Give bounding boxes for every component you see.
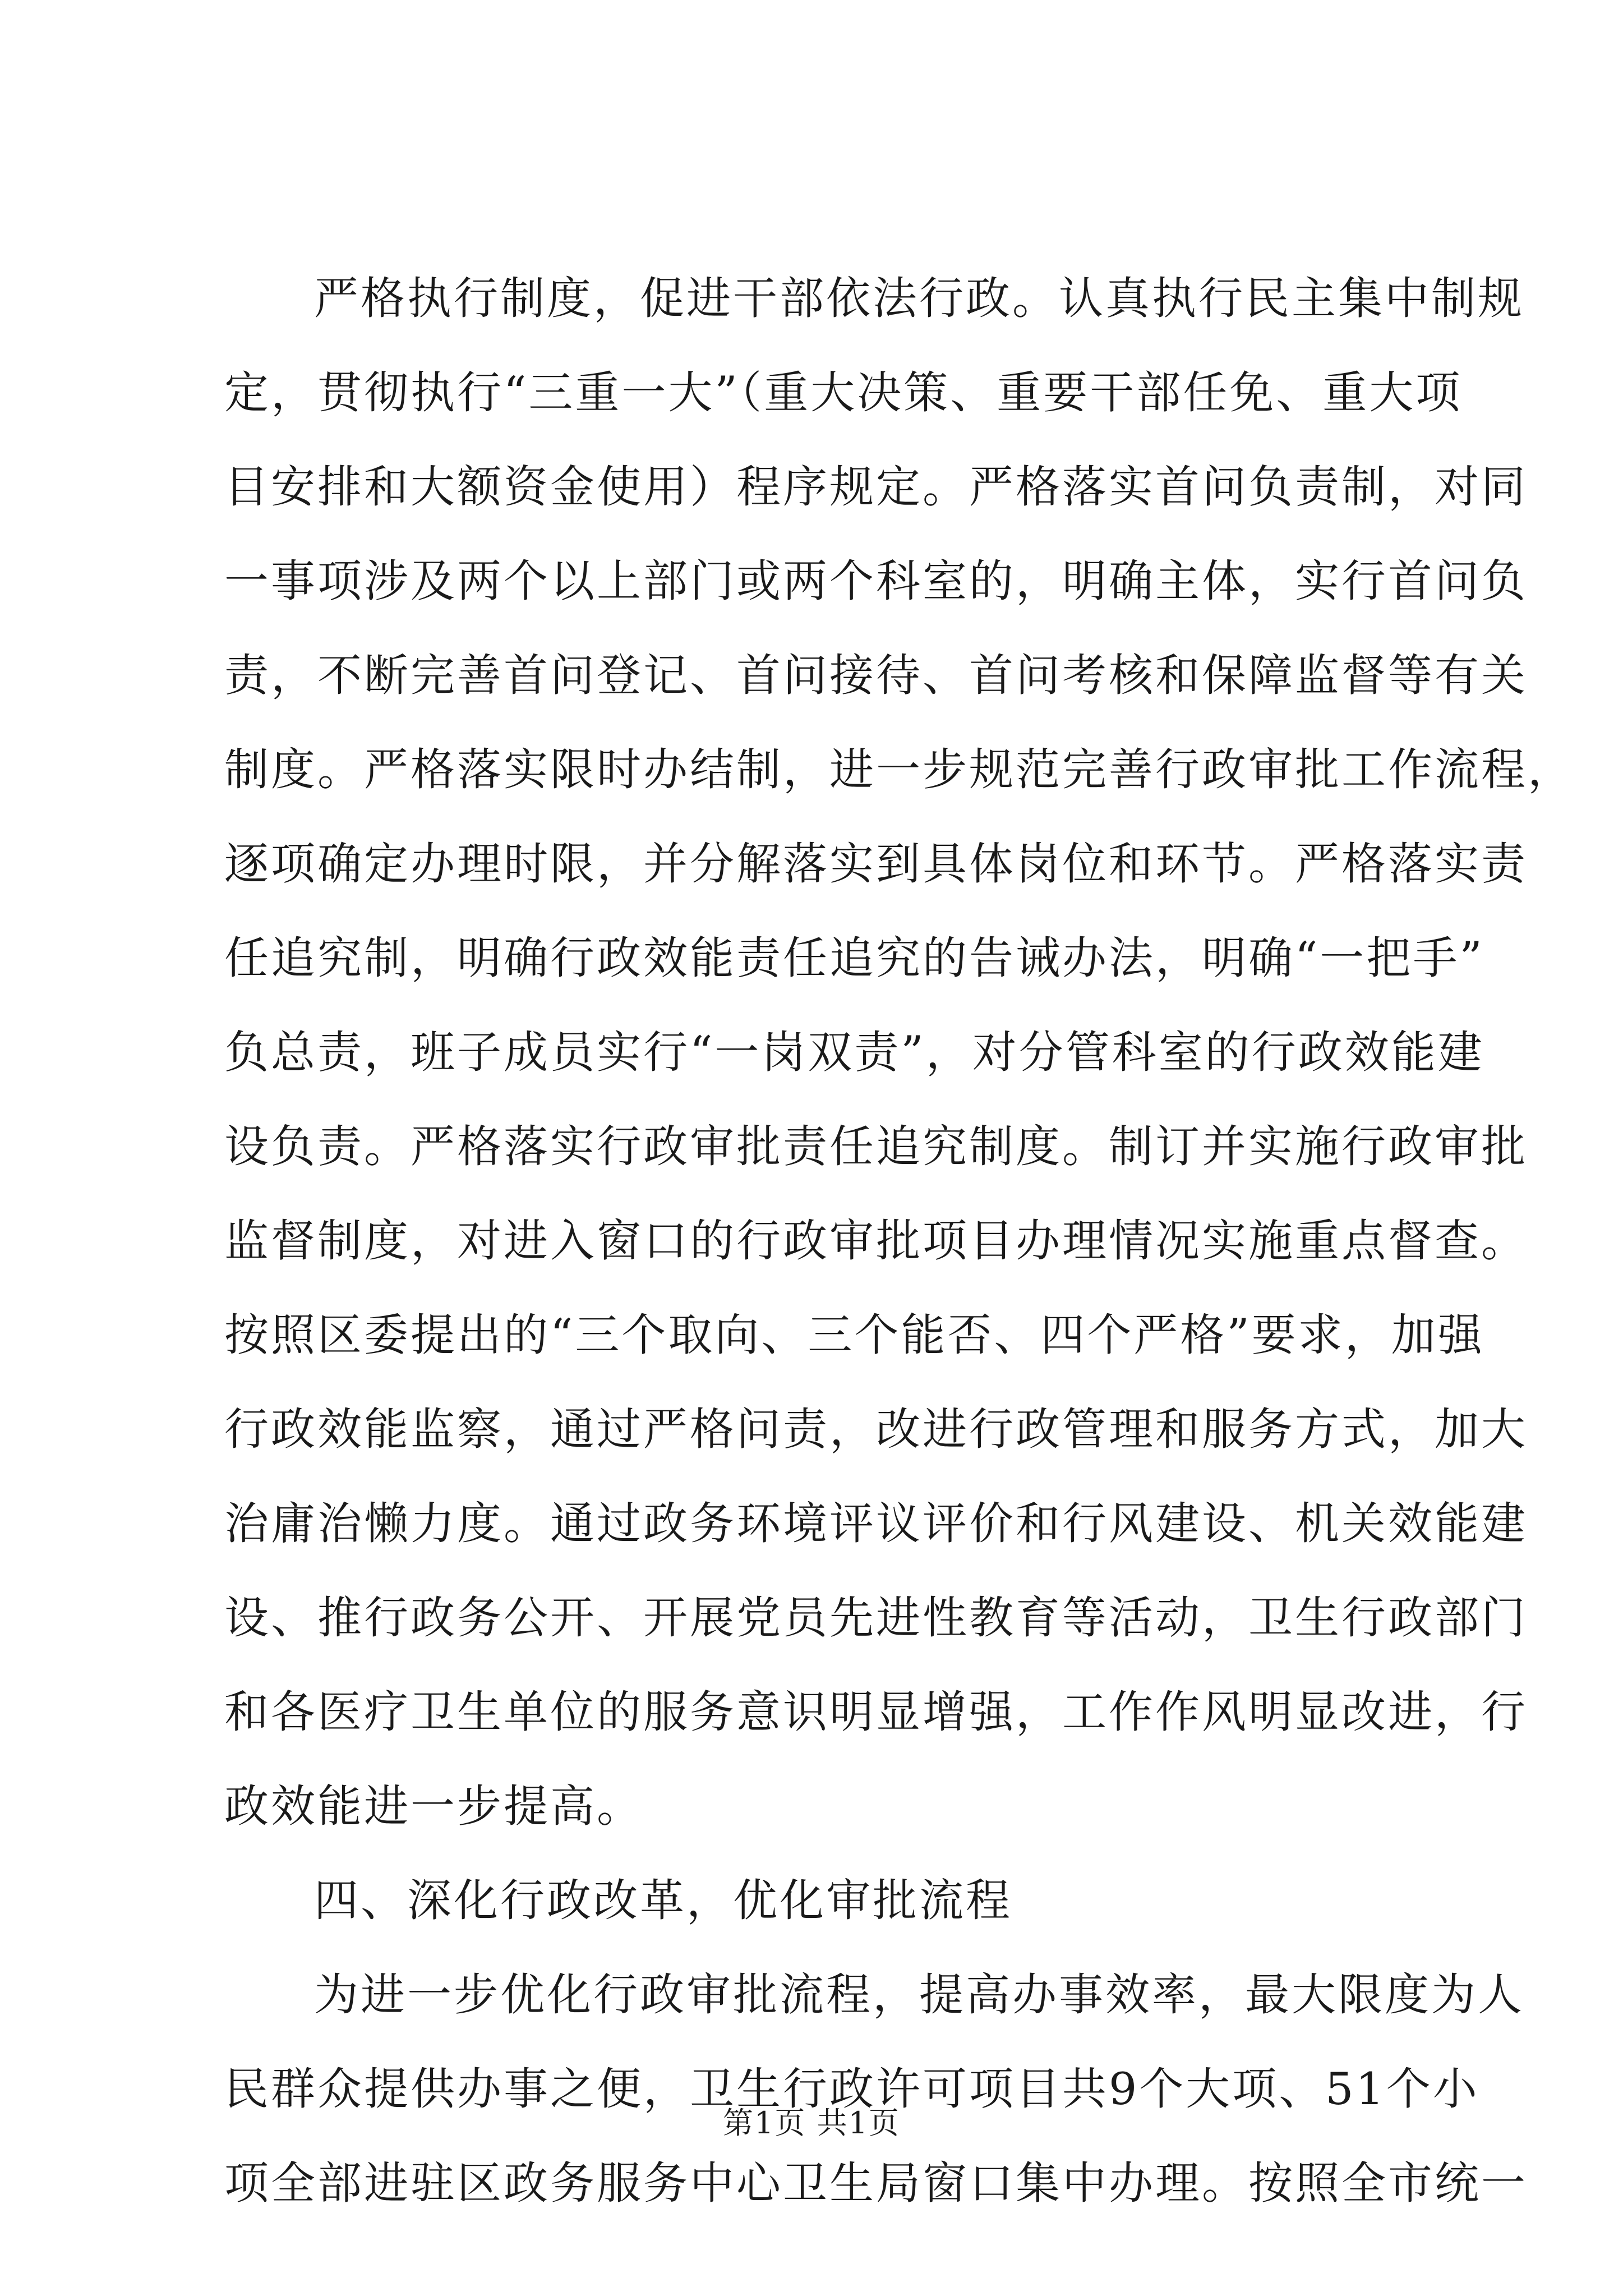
paragraph-line: 治庸治懒力度。通过政务环境评议评价和行风建设、机关效能建 bbox=[224, 1498, 1528, 1549]
page-number-footer: 第1页 共1页 bbox=[723, 2105, 900, 2141]
paragraph-line: 严格执行制度，促进干部依法行政。认真执行民主集中制规 bbox=[314, 273, 1524, 324]
document-body bbox=[224, 251, 1574, 2230]
paragraph-line: 定，贯彻执行“三重一大”（重大决策、重要干部任免、重大项 bbox=[224, 367, 1463, 418]
section-heading: 四、深化行政改革，优化审批流程 bbox=[314, 1875, 1012, 1926]
paragraph-line: 负总责，班子成员实行“一岗双责”，对分管科室的行政效能建 bbox=[224, 1027, 1484, 1078]
paragraph-line: 逐项确定办理时限，并分解落实到具体岗位和环节。严格落实责 bbox=[224, 838, 1528, 890]
paragraph-line: 一事项涉及两个以上部门或两个科室的，明确主体，实行首问负 bbox=[224, 555, 1528, 607]
paragraph-line: 目安排和大额资金使用）程序规定。严格落实首问负责制，对同 bbox=[224, 461, 1528, 513]
paragraph-line: 监督制度，对进入窗口的行政审批项目办理情况实施重点督查。 bbox=[224, 1215, 1528, 1267]
paragraph-line: 项全部进驻区政务服务中心卫生局窗口集中办理。按照全市统一 bbox=[224, 2157, 1528, 2209]
paragraph-line: 和各医疗卫生单位的服务意识明显增强，工作作风明显改进，行 bbox=[224, 1686, 1528, 1738]
paragraph-line: 行政效能监察，通过严格问责，改进行政管理和服务方式，加大 bbox=[224, 1404, 1528, 1455]
paragraph-line: 任追究制，明确行政效能责任追究的告诫办法，明确“一把手” bbox=[224, 932, 1484, 984]
paragraph-line: 设、推行政务公开、开展党员先进性教育等活动，卫生行政部门 bbox=[224, 1592, 1528, 1644]
paragraph-line: 设负责。严格落实行政审批责任追究制度。制订并实施行政审批 bbox=[224, 1121, 1528, 1172]
paragraph-line: 按照区委提出的“三个取向、三个能否、四个严格”要求，加强 bbox=[224, 1309, 1484, 1361]
paragraph-line: 制度。严格落实限时办结制，进一步规范完善行政审批工作流程， bbox=[224, 744, 1574, 795]
paragraph-line: 民群众提供办事之便，卫生行政许可项目共9个大项、51个小 bbox=[224, 2063, 1479, 2115]
paragraph-line: 责，不断完善首问登记、首问接待、首问考核和保障监督等有关 bbox=[224, 650, 1528, 701]
paragraph-line: 政效能进一步提高。 bbox=[224, 1780, 643, 1832]
paragraph-line: 为进一步优化行政审批流程，提高办事效率，最大限度为人 bbox=[314, 1969, 1524, 2021]
